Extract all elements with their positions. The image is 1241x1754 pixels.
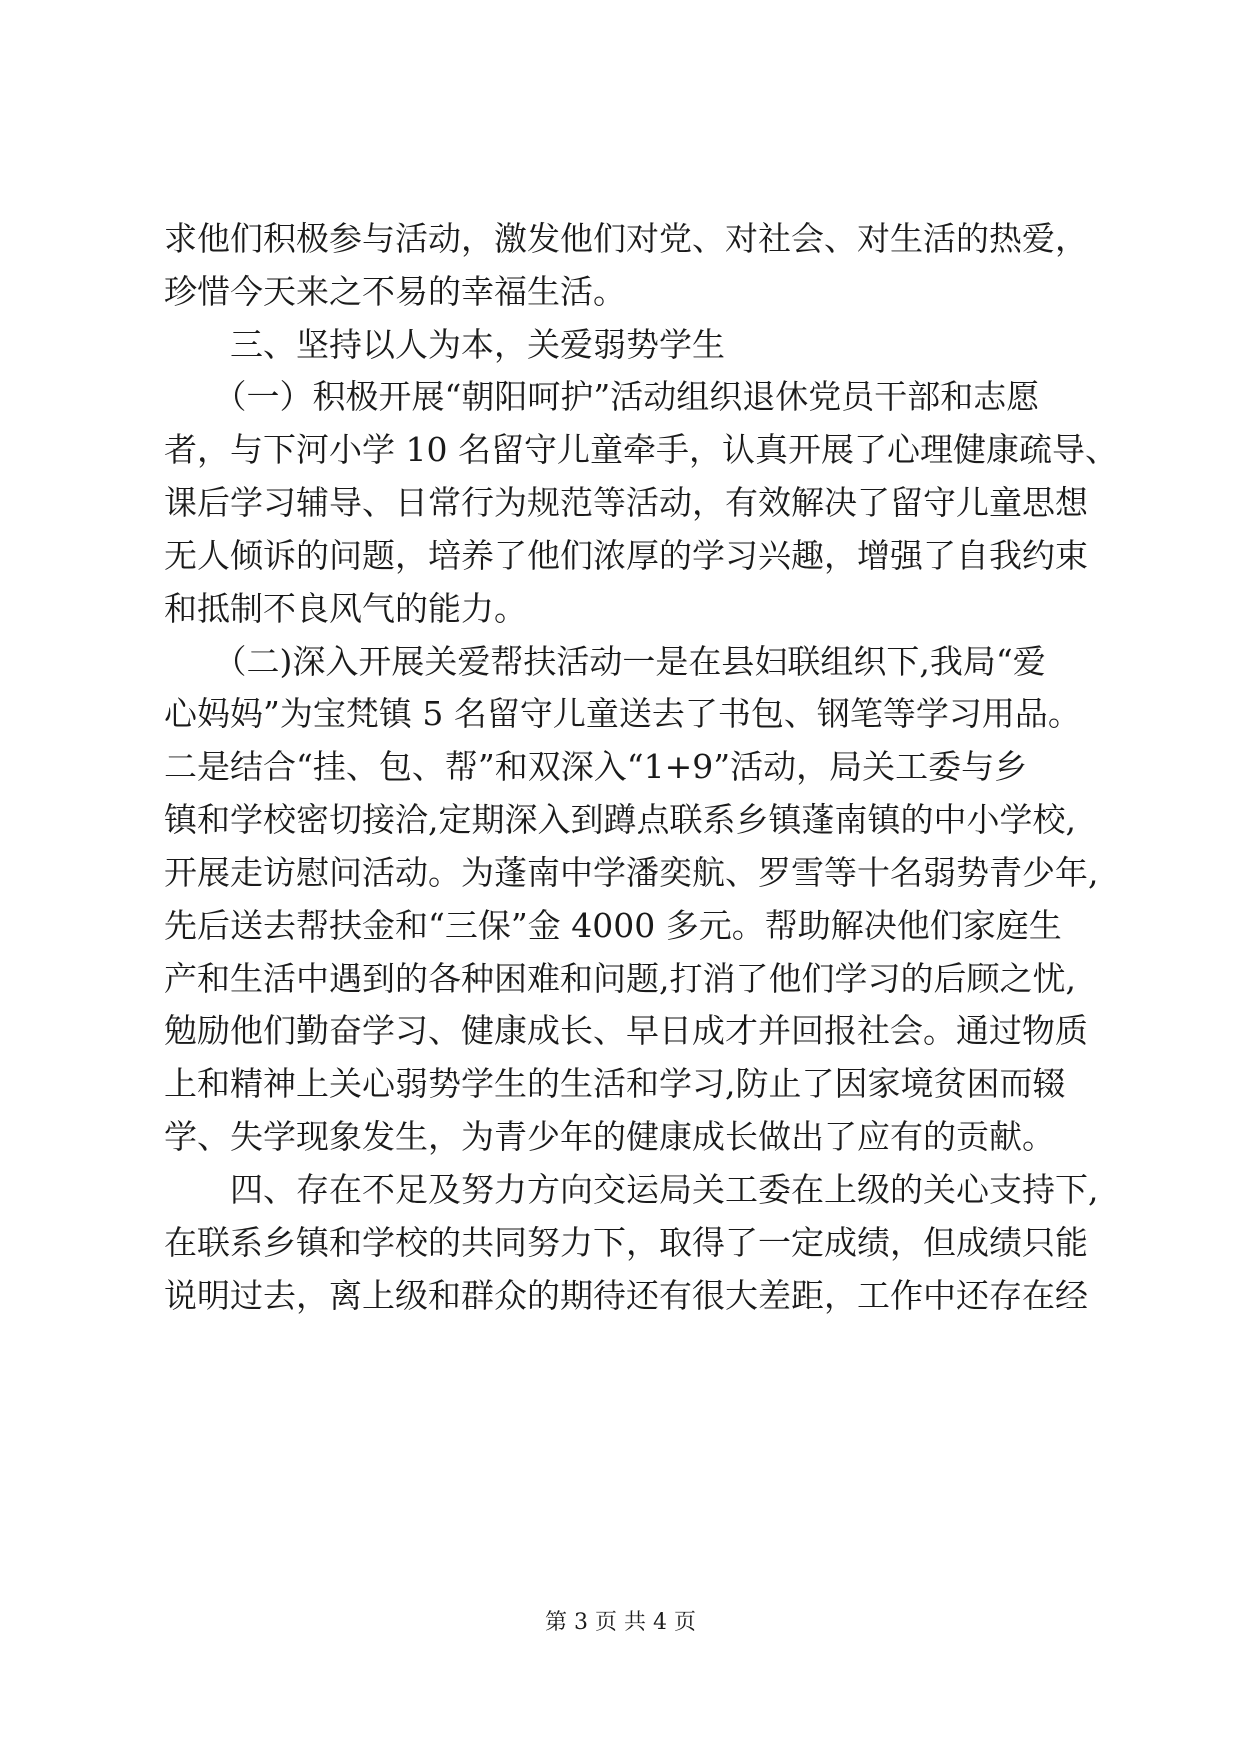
text-line: 开展走访慰问活动。为蓬南中学潘奕航、罗雪等十名弱势青少年, — [164, 853, 1099, 892]
page-number-footer: 第 3 页 共 4 页 — [545, 1610, 696, 1635]
text-line: 二是结合“挂、包、帮”和双深入“1+9”活动，局关工委与乡 — [164, 747, 1028, 786]
text-line: 心妈妈”为宝梵镇 5 名留守儿童送去了书包、钢笔等学习用品。 — [164, 694, 1081, 733]
text-line: （一）积极开展“朝阳呵护”活动组织退休党员干部和志愿 — [164, 377, 1040, 416]
text-line: 无人倾诉的问题，培养了他们浓厚的学习兴趣，增强了自我约束 — [164, 536, 1088, 575]
text-line: （二)深入开展关爱帮扶活动一是在县妇联组织下,我局“爱 — [164, 642, 1046, 681]
text-line: 产和生活中遇到的各种困难和问题,打消了他们学习的后顾之忧, — [164, 959, 1076, 998]
section-heading: 三、坚持以人为本，关爱弱势学生 — [164, 325, 725, 364]
text-line: 说明过去，离上级和群众的期待还有很大差距，工作中还存在经 — [164, 1276, 1088, 1315]
text-line: 四、存在不足及努力方向交运局关工委在上级的关心支持下, — [164, 1170, 1099, 1209]
text-line: 在联系乡镇和学校的共同努力下，取得了一定成绩，但成绩只能 — [164, 1223, 1088, 1262]
text-line: 镇和学校密切接洽,定期深入到蹲点联系乡镇蓬南镇的中小学校, — [164, 800, 1076, 839]
text-line: 和抵制不良风气的能力。 — [164, 589, 527, 628]
text-line: 勉励他们勤奋学习、健康成长、早日成才并回报社会。通过物质 — [164, 1011, 1088, 1050]
text-line: 求他们积极参与活动，激发他们对党、对社会、对生活的热爱， — [164, 219, 1088, 258]
text-line: 学、失学现象发生，为青少年的健康成长做出了应有的贡献。 — [164, 1117, 1055, 1156]
text-line: 珍惜今天来之不易的幸福生活。 — [164, 272, 626, 311]
text-line: 上和精神上关心弱势学生的生活和学习,防止了因家境贫困而辍 — [164, 1064, 1066, 1103]
text-line: 先后送去帮扶金和“三保”金 4000 多元。帮助解决他们家庭生 — [164, 906, 1062, 945]
text-line: 课后学习辅导、日常行为规范等活动，有效解决了留守儿童思想 — [164, 483, 1088, 522]
text-line: 者，与下河小学 10 名留守儿童牵手，认真开展了心理健康疏导、 — [164, 430, 1118, 469]
